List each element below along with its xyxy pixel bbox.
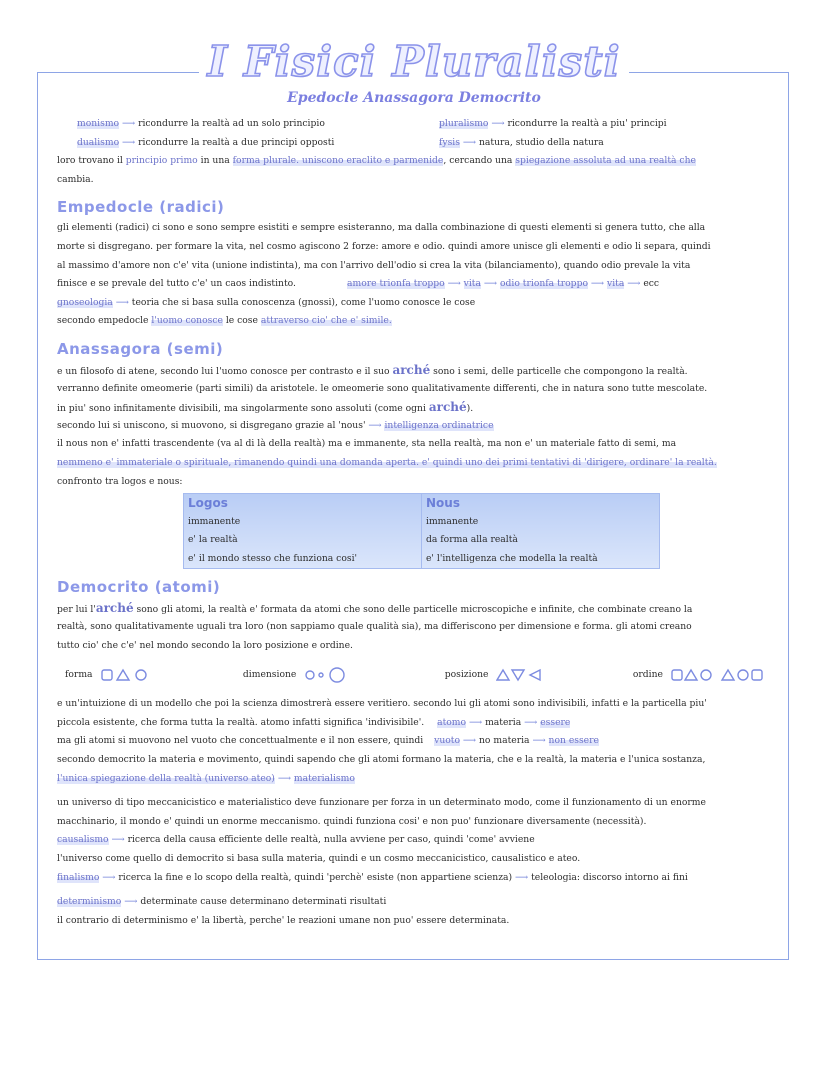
shapes-dimensione-icon — [304, 667, 354, 683]
arrow-icon: ⟶ — [447, 278, 461, 290]
table-row — [184, 531, 660, 550]
arrow-icon: ⟶ — [468, 716, 483, 728]
text-line: l'unica spiegazione della realtà (universo ateo) ⟶ materialismo — [57, 772, 355, 784]
arrow-icon: ⟶ — [115, 296, 129, 308]
text-line: nemmeno e' immateriale o spirituale, rimanendo quindi una domanda aperta. e' quindi uno dei primi tentativi di 'dirigere, ordinare' la realtà. — [57, 456, 717, 468]
text-line: verranno definite omeomerie (parti simili) da aristotele. le omeomerie sono qualitativamente differenti, che in natura sono tutte mescolate. — [57, 382, 708, 394]
notes-content — [57, 115, 775, 930]
definition-row: finalismo ⟶ ricerca la fine e lo scopo della realtà, quindi 'perchè' esiste (non appartiene scienza) ⟶ teleologia: discorso intorno ai fini — [57, 871, 688, 883]
arrow-icon: ⟶ — [111, 834, 125, 846]
text-line: ma gli atomi si muovono nel vuoto che concettualmente e il non essere, quindi vuoto ⟶ no materia ⟶ non essere — [57, 735, 599, 747]
table-cell: e' l'intelligenza che modella la realtà — [426, 552, 598, 564]
arrow-icon: ⟶ — [515, 871, 529, 883]
arrow-icon: ⟶ — [491, 118, 505, 129]
text-line: il nous non e' infatti trascendente (va al di là della realtà) ma e immanente, sta nella realtà, ma non e' un materiale fatto di semi, ma — [57, 438, 677, 450]
term-pluralismo: pluralismo — [439, 118, 489, 129]
text-line: piccola esistente, che forma tutta la realtà. atomo infatti significa 'indivisibile'. atomo ⟶ materia ⟶ essere — [57, 716, 571, 728]
arrow-icon: ⟶ — [122, 136, 136, 148]
shape-group-ordine: ordine — [633, 666, 767, 685]
section-heading-empedocle: Empedocle (radici) — [57, 198, 225, 217]
definition-row: determinismo ⟶ determinate cause determinano determinati risultati — [57, 896, 387, 908]
text-line: tutto cio' che c'e' nel mondo secondo la loro posizione e ordine. — [57, 639, 353, 651]
text-line: per lui l'arché sono gli atomi, la realtà e' formata da atomi che sono delle particelle microscopiche e infinite, che combinate creano la — [57, 601, 693, 616]
text-line: morte si disgregano. per formare la vita, nel cosmo agiscono 2 forze: amore e odio. quindi amore unisce gli elementi e odio li separa, quindi — [57, 240, 711, 252]
table-header-row — [184, 494, 660, 513]
table-cell: e' la realtà — [184, 531, 422, 550]
arrow-icon: ⟶ — [462, 136, 477, 148]
arrow-icon: ⟶ — [124, 896, 138, 908]
text-line: l'universo come quello di democrito si basa sulla materia, quindi e un cosmo meccanicistico, causalistico e ateo. — [57, 853, 581, 864]
table-header: Logos — [184, 494, 422, 513]
arrow-icon: ⟶ — [121, 118, 136, 129]
table-cell: da forma alla realtà — [426, 534, 518, 546]
text-line: macchinario, il mondo e' quindi un enorme meccanismo. quindi funziona cosi' e non puo' funzionare diversamente (necessità). — [57, 815, 647, 827]
table-cell: e' il mondo stesso che funziona cosi' — [184, 550, 422, 569]
text-line: e un'intuizione di un modello che poi la scienza dimostrerà essere veritiero. secondo lui gli atomi sono indivisibili, infatti e la particella piu' — [57, 698, 707, 710]
arrow-icon: ⟶ — [277, 772, 291, 784]
text-line: secondo democrito la materia e movimento, quindi sapendo che gli atomi formano la materia, che e la realtà, la materia e l'unica sostanza, — [57, 754, 706, 766]
shapes-forma-icon — [101, 668, 153, 682]
text-line: un universo di tipo meccanicistico e materialistico deve funzionare per forza in un determinato modo, come il funzionamento di un enorme — [57, 797, 706, 809]
shape-group-dimensione: dimensione — [243, 666, 354, 685]
definition-row — [57, 115, 775, 134]
term-dualismo: dualismo — [77, 136, 120, 148]
text-line: il contrario di determinismo e' la libertà, perche' le reazioni umane non puo' essere determinata. — [57, 914, 510, 926]
term-fysis: fysis — [439, 136, 460, 148]
text-line: secondo empedocle l'uomo conosce le cose attraverso cio' che e' simile. — [57, 315, 392, 327]
page-title: I Fisici Pluralisti — [0, 38, 828, 86]
definition-row — [57, 134, 775, 153]
arrow-icon: ⟶ — [532, 735, 546, 747]
text-line: e un filosofo di atene, secondo lui l'uomo conosce per contrasto e il suo arché sono i semi, delle particelle che compongono la realtà. — [57, 362, 688, 377]
table-cell: immanente — [184, 513, 422, 532]
comparison-table — [183, 493, 660, 569]
text-line: al massimo d'amore non c'e' vita (unione indistinta), ma con l'arrivo dell'odio si crea la vita (bilanciamento), quando odio prevale la vita — [57, 259, 691, 271]
page-subtitle: Epedocle Anassagora Democrito — [287, 90, 541, 106]
table-header: Nous — [426, 496, 460, 511]
text-line: in piu' sono infinitamente divisibili, ma singolarmente sono assoluti (come ogni arché). — [57, 400, 474, 415]
definition-text: natura, studio della natura — [478, 136, 604, 148]
shapes-ordine-icon — [671, 668, 767, 682]
arrow-icon: ⟶ — [368, 419, 382, 431]
text-line: realtà, sono qualitativamente uguali tra loro (non sappiamo quale qualità sia), ma differiscono per dimensione e forma. gli atomi creano — [57, 621, 692, 633]
arrow-icon: ⟶ — [627, 278, 641, 290]
text-line: secondo lui si uniscono, si muovono, si disgregano grazie al 'nous' ⟶ intelligenza ordinatrice — [57, 419, 494, 431]
text-line: gli elementi (radici) ci sono e sono sempre esistiti e sempre esisteranno, ma dalla combinazione di questi elementi si genera tutto, che alla — [57, 222, 706, 234]
definition-text: ricondurre la realtà ad un solo principio — [138, 118, 325, 129]
text-line: cambia. — [57, 173, 94, 185]
table-cell: immanente — [426, 515, 479, 527]
term-monismo: monismo — [77, 118, 120, 129]
arrow-icon: ⟶ — [590, 278, 605, 290]
definition-text: ricondurre la realtà a due principi opposti — [138, 136, 335, 148]
arrow-icon: ⟶ — [462, 735, 477, 747]
arrow-icon: ⟶ — [524, 716, 538, 728]
table-row — [184, 550, 660, 569]
text-line: loro trovano il principio primo in una forma plurale. uniscono eraclito e parmenide, cercando una spiegazione assoluta ad una realtà che — [57, 155, 696, 167]
section-heading-anassagora: Anassagora (semi) — [57, 339, 224, 358]
text-line: confronto tra logos e nous: — [57, 475, 183, 487]
arrow-icon: ⟶ — [483, 278, 498, 290]
definition-row: causalismo ⟶ ricerca della causa efficiente delle realtà, nulla avviene per caso, quindi 'come' avviene — [57, 834, 535, 846]
definition-row: gnoseologia ⟶ teoria che si basa sulla conoscenza (gnossi), come l'uomo conosce le cose — [57, 296, 476, 308]
atom-shapes-row — [57, 655, 775, 695]
table-row — [184, 513, 660, 532]
shape-group-posizione: posizione — [445, 666, 543, 685]
cycle-row: finisce e se prevale del tutto c'e' un caos indistinto. amore trionfa troppo ⟶ vita ⟶ odio trionfa troppo ⟶ vita ⟶ ecc — [57, 278, 660, 290]
shapes-posizione-icon — [496, 668, 542, 682]
definition-text: ricondurre la realtà a piu' principi — [507, 118, 667, 129]
arrow-icon: ⟶ — [102, 871, 116, 883]
section-heading-democrito: Democrito (atomi) — [57, 578, 221, 597]
shape-group-forma: forma — [65, 666, 153, 685]
